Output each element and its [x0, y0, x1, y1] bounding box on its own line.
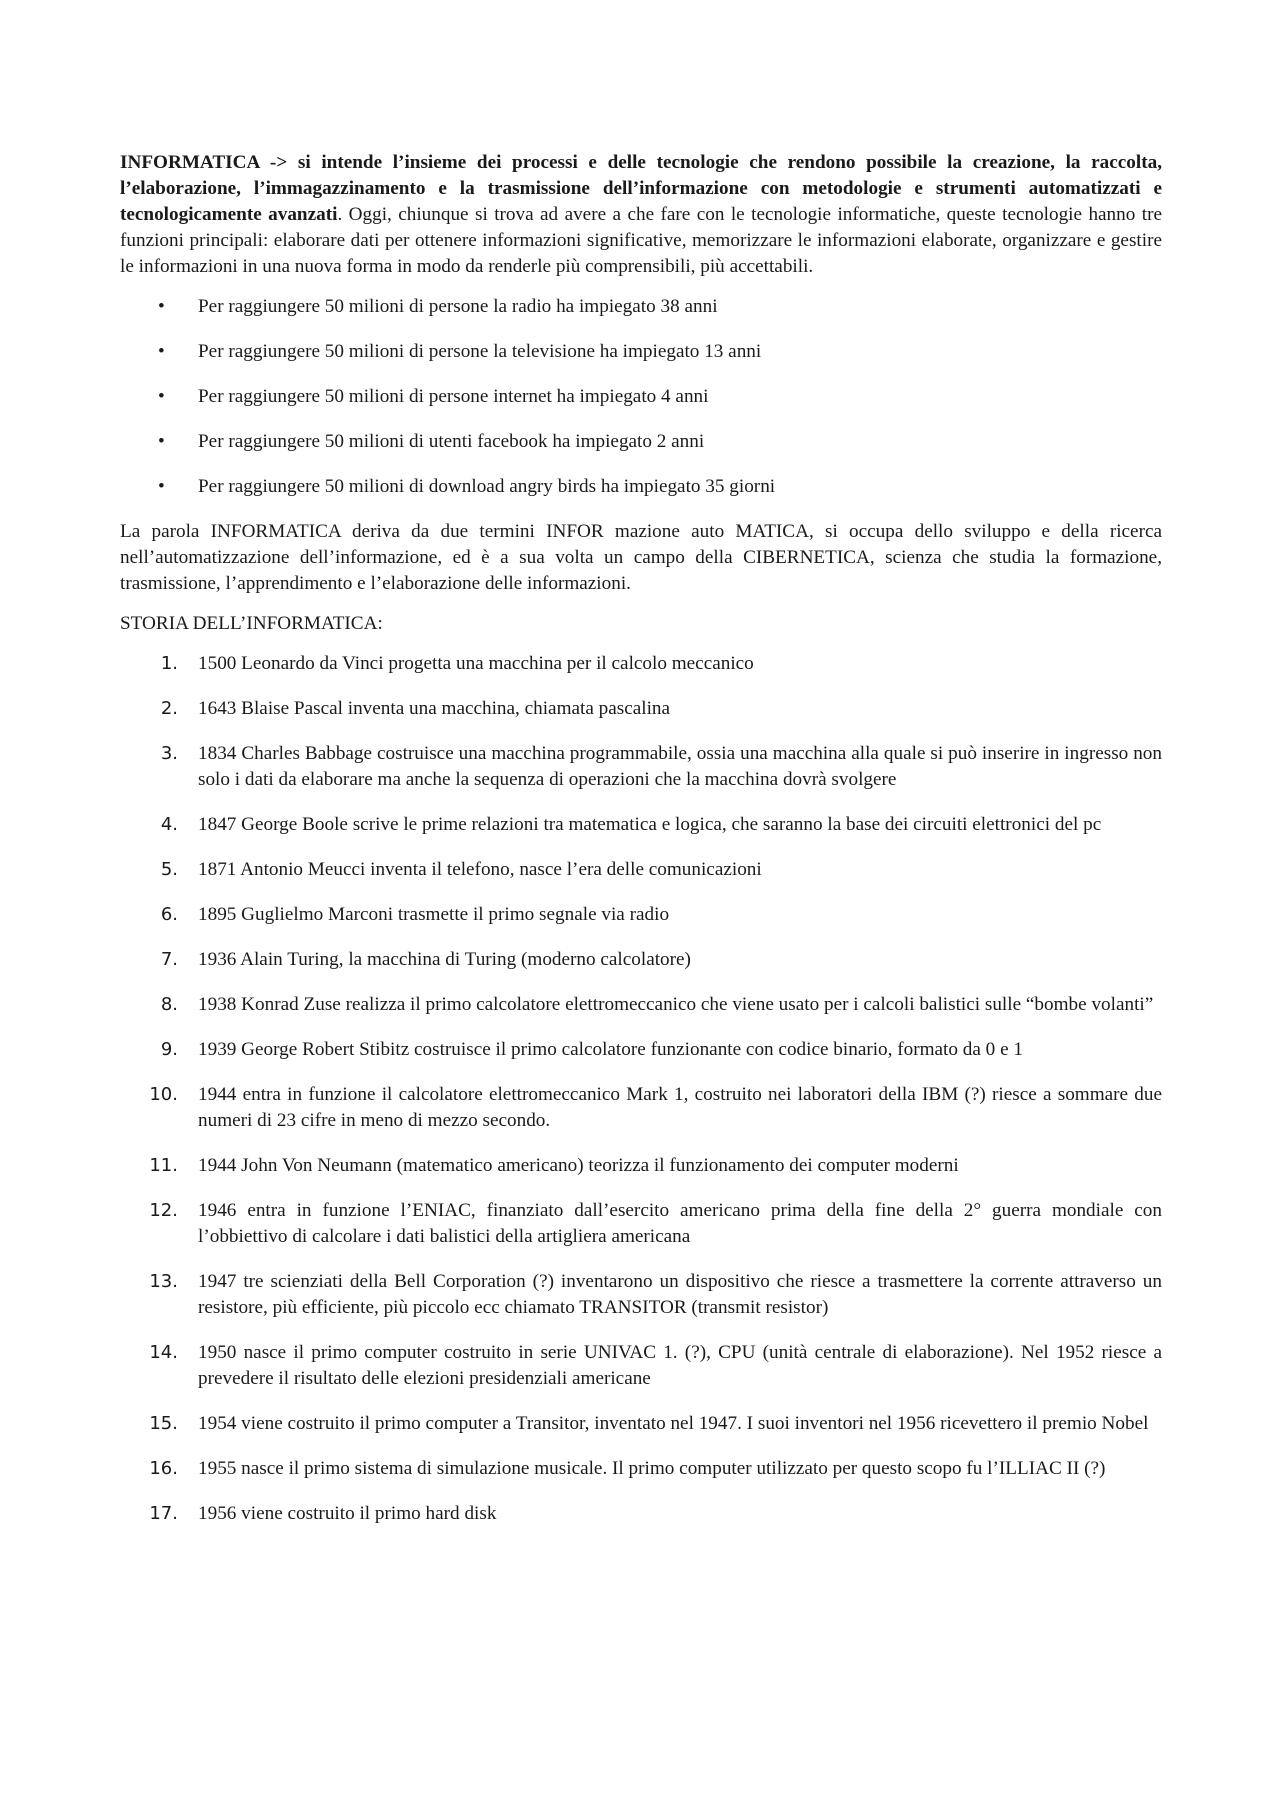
- history-item: [120, 741, 1162, 793]
- item-number: 9.: [160, 1039, 178, 1060]
- history-list: [120, 651, 1162, 1527]
- history-item: [120, 1411, 1162, 1437]
- item-text: 1871 Antonio Meucci inventa il telefono, nasce l’era delle comunicazioni: [198, 859, 762, 880]
- item-text: 1643 Blaise Pascal inventa una macchina, chiamata pascalina: [198, 698, 671, 719]
- bullet-text: Per raggiungere 50 milioni di persone internet ha impiegato 4 anni: [198, 386, 709, 407]
- list-item: [120, 429, 1162, 455]
- intro-paragraph: [120, 150, 1162, 280]
- item-number: 6.: [160, 904, 178, 925]
- bullet-text: Per raggiungere 50 milioni di download angry birds ha impiegato 35 giorni: [198, 476, 776, 497]
- bullet-text: Per raggiungere 50 milioni di persone la radio ha impiegato 38 anni: [198, 296, 718, 317]
- history-item: [120, 1082, 1162, 1134]
- bullet-icon: •: [158, 476, 165, 497]
- intro-text: . Oggi, chiunque si trova ad avere a che fare con le tecnologie informatiche, queste tecnologie hanno tre funzioni principali: elaborare dati per ottenere informazioni significative, memorizzare le informazioni elaborate, organizzare e gestire le informazioni in una nuova forma in modo da renderle più comprensibili, più accettabili.: [120, 204, 1162, 277]
- list-item: [120, 384, 1162, 410]
- history-item: [120, 696, 1162, 722]
- bullet-icon: •: [158, 431, 165, 452]
- bullet-icon: •: [158, 296, 165, 317]
- history-item: [120, 902, 1162, 928]
- history-item: [120, 1153, 1162, 1179]
- item-text: 1939 George Robert Stibitz costruisce il primo calcolatore funzionante con codice binario, formato da 0 e 1: [198, 1039, 1023, 1060]
- item-text: 1895 Guglielmo Marconi trasmette il primo segnale via radio: [198, 904, 670, 925]
- item-number: 2.: [160, 698, 178, 719]
- history-item: [120, 1198, 1162, 1250]
- history-section-title: STORIA DELL’INFORMATICA:: [120, 613, 383, 634]
- item-number: 4.: [160, 814, 178, 835]
- bullet-icon: •: [158, 341, 165, 362]
- history-item: [120, 857, 1162, 883]
- item-number: 1.: [160, 653, 178, 674]
- item-text: 1950 nasce il primo computer costruito in serie UNIVAC 1. (?), CPU (unità centrale di elaborazione). Nel 1952 riesce a prevedere il risultato delle elezioni presidenziali americane: [198, 1342, 1162, 1389]
- item-text: 1956 viene costruito il primo hard disk: [198, 1503, 497, 1524]
- item-text: 1834 Charles Babbage costruisce una macchina programmabile, ossia una macchina alla quale si può inserire in ingresso non solo i dati da elaborare ma anche la sequenza di operazioni che la macchina dovrà svolgere: [198, 743, 1162, 790]
- item-text: 1944 John Von Neumann (matematico americano) teorizza il funzionamento dei computer moderni: [198, 1155, 959, 1176]
- item-text: 1847 George Boole scrive le prime relazioni tra matematica e logica, che saranno la base dei circuiti elettronici del pc: [198, 814, 1102, 835]
- history-item: [120, 1456, 1162, 1482]
- history-item: [120, 947, 1162, 973]
- item-text: 1938 Konrad Zuse realizza il primo calcolatore elettromeccanico che viene usato per i calcoli balistici sulle “bombe volanti”: [198, 994, 1154, 1015]
- item-number: 7.: [160, 949, 178, 970]
- bullet-text: Per raggiungere 50 milioni di persone la televisione ha impiegato 13 anni: [198, 341, 762, 362]
- item-text: 1947 tre scienziati della Bell Corporation (?) inventarono un dispositivo che riesce a trasmettere la corrente attraverso un resistore, più efficiente, più piccolo ecc chiamato TRANSITOR (transmit resistor): [198, 1271, 1162, 1318]
- history-item: [120, 992, 1162, 1018]
- item-text: 1500 Leonardo da Vinci progetta una macchina per il calcolo meccanico: [198, 653, 754, 674]
- item-number: 12.: [149, 1200, 178, 1221]
- item-text: 1946 entra in funzione l’ENIAC, finanziato dall’esercito americano prima della fine della 2° guerra mondiale con l’obbiettivo di calcolare i dati balistici della artigliera americana: [198, 1200, 1162, 1247]
- item-number: 8.: [160, 994, 178, 1015]
- item-number: 14.: [149, 1342, 178, 1363]
- list-item: [120, 339, 1162, 365]
- item-number: 13.: [149, 1271, 178, 1292]
- intro-definition: INFORMATICA -> si intende l’insieme dei processi e delle tecnologie che rendono possibile la creazione, la raccolta, l’elaborazione, l’immagazzinamento e la trasmissione dell’informazione con metodologie e strumenti automatizzati e tecnologicamente avanzati: [120, 152, 1162, 225]
- item-text: 1954 viene costruito il primo computer a Transitor, inventato nel 1947. I suoi inventori nel 1956 ricevettero il premio Nobel: [198, 1413, 1149, 1434]
- item-number: 15.: [149, 1413, 178, 1434]
- history-item: [120, 1340, 1162, 1392]
- history-item: [120, 651, 1162, 677]
- item-number: 17.: [149, 1503, 178, 1524]
- list-item: [120, 294, 1162, 320]
- history-item: [120, 812, 1162, 838]
- item-number: 11.: [149, 1155, 178, 1176]
- item-number: 3.: [160, 743, 178, 764]
- item-text: 1955 nasce il primo sistema di simulazione musicale. Il primo computer utilizzato per questo scopo fu l’ILLIAC II (?): [198, 1458, 1106, 1479]
- bullet-icon: •: [158, 386, 165, 407]
- history-item: [120, 1269, 1162, 1321]
- item-text: 1936 Alain Turing, la macchina di Turing (moderno calcolatore): [198, 949, 691, 970]
- item-number: 10.: [149, 1084, 178, 1105]
- history-item: [120, 1501, 1162, 1527]
- history-item: [120, 1037, 1162, 1063]
- list-item: [120, 474, 1162, 500]
- bullet-list: [120, 294, 1162, 500]
- informatica-etymology-paragraph: La parola INFORMATICA deriva da due termini INFOR mazione auto MATICA, si occupa dello sviluppo e della ricerca nell’automatizzazione dell’informazione, ed è a sua volta un campo della CIBERNETICA, scienza che studia la formazione, trasmissione, l’apprendimento e l’elaborazione delle informazioni.: [120, 521, 1162, 594]
- bullet-text: Per raggiungere 50 milioni di utenti facebook ha impiegato 2 anni: [198, 431, 705, 452]
- item-text: 1944 entra in funzione il calcolatore elettromeccanico Mark 1, costruito nei laboratori della IBM (?) riesce a sommare due numeri di 23 cifre in meno di mezzo secondo.: [198, 1084, 1162, 1131]
- item-number: 5.: [160, 859, 178, 880]
- item-number: 16.: [149, 1458, 178, 1479]
